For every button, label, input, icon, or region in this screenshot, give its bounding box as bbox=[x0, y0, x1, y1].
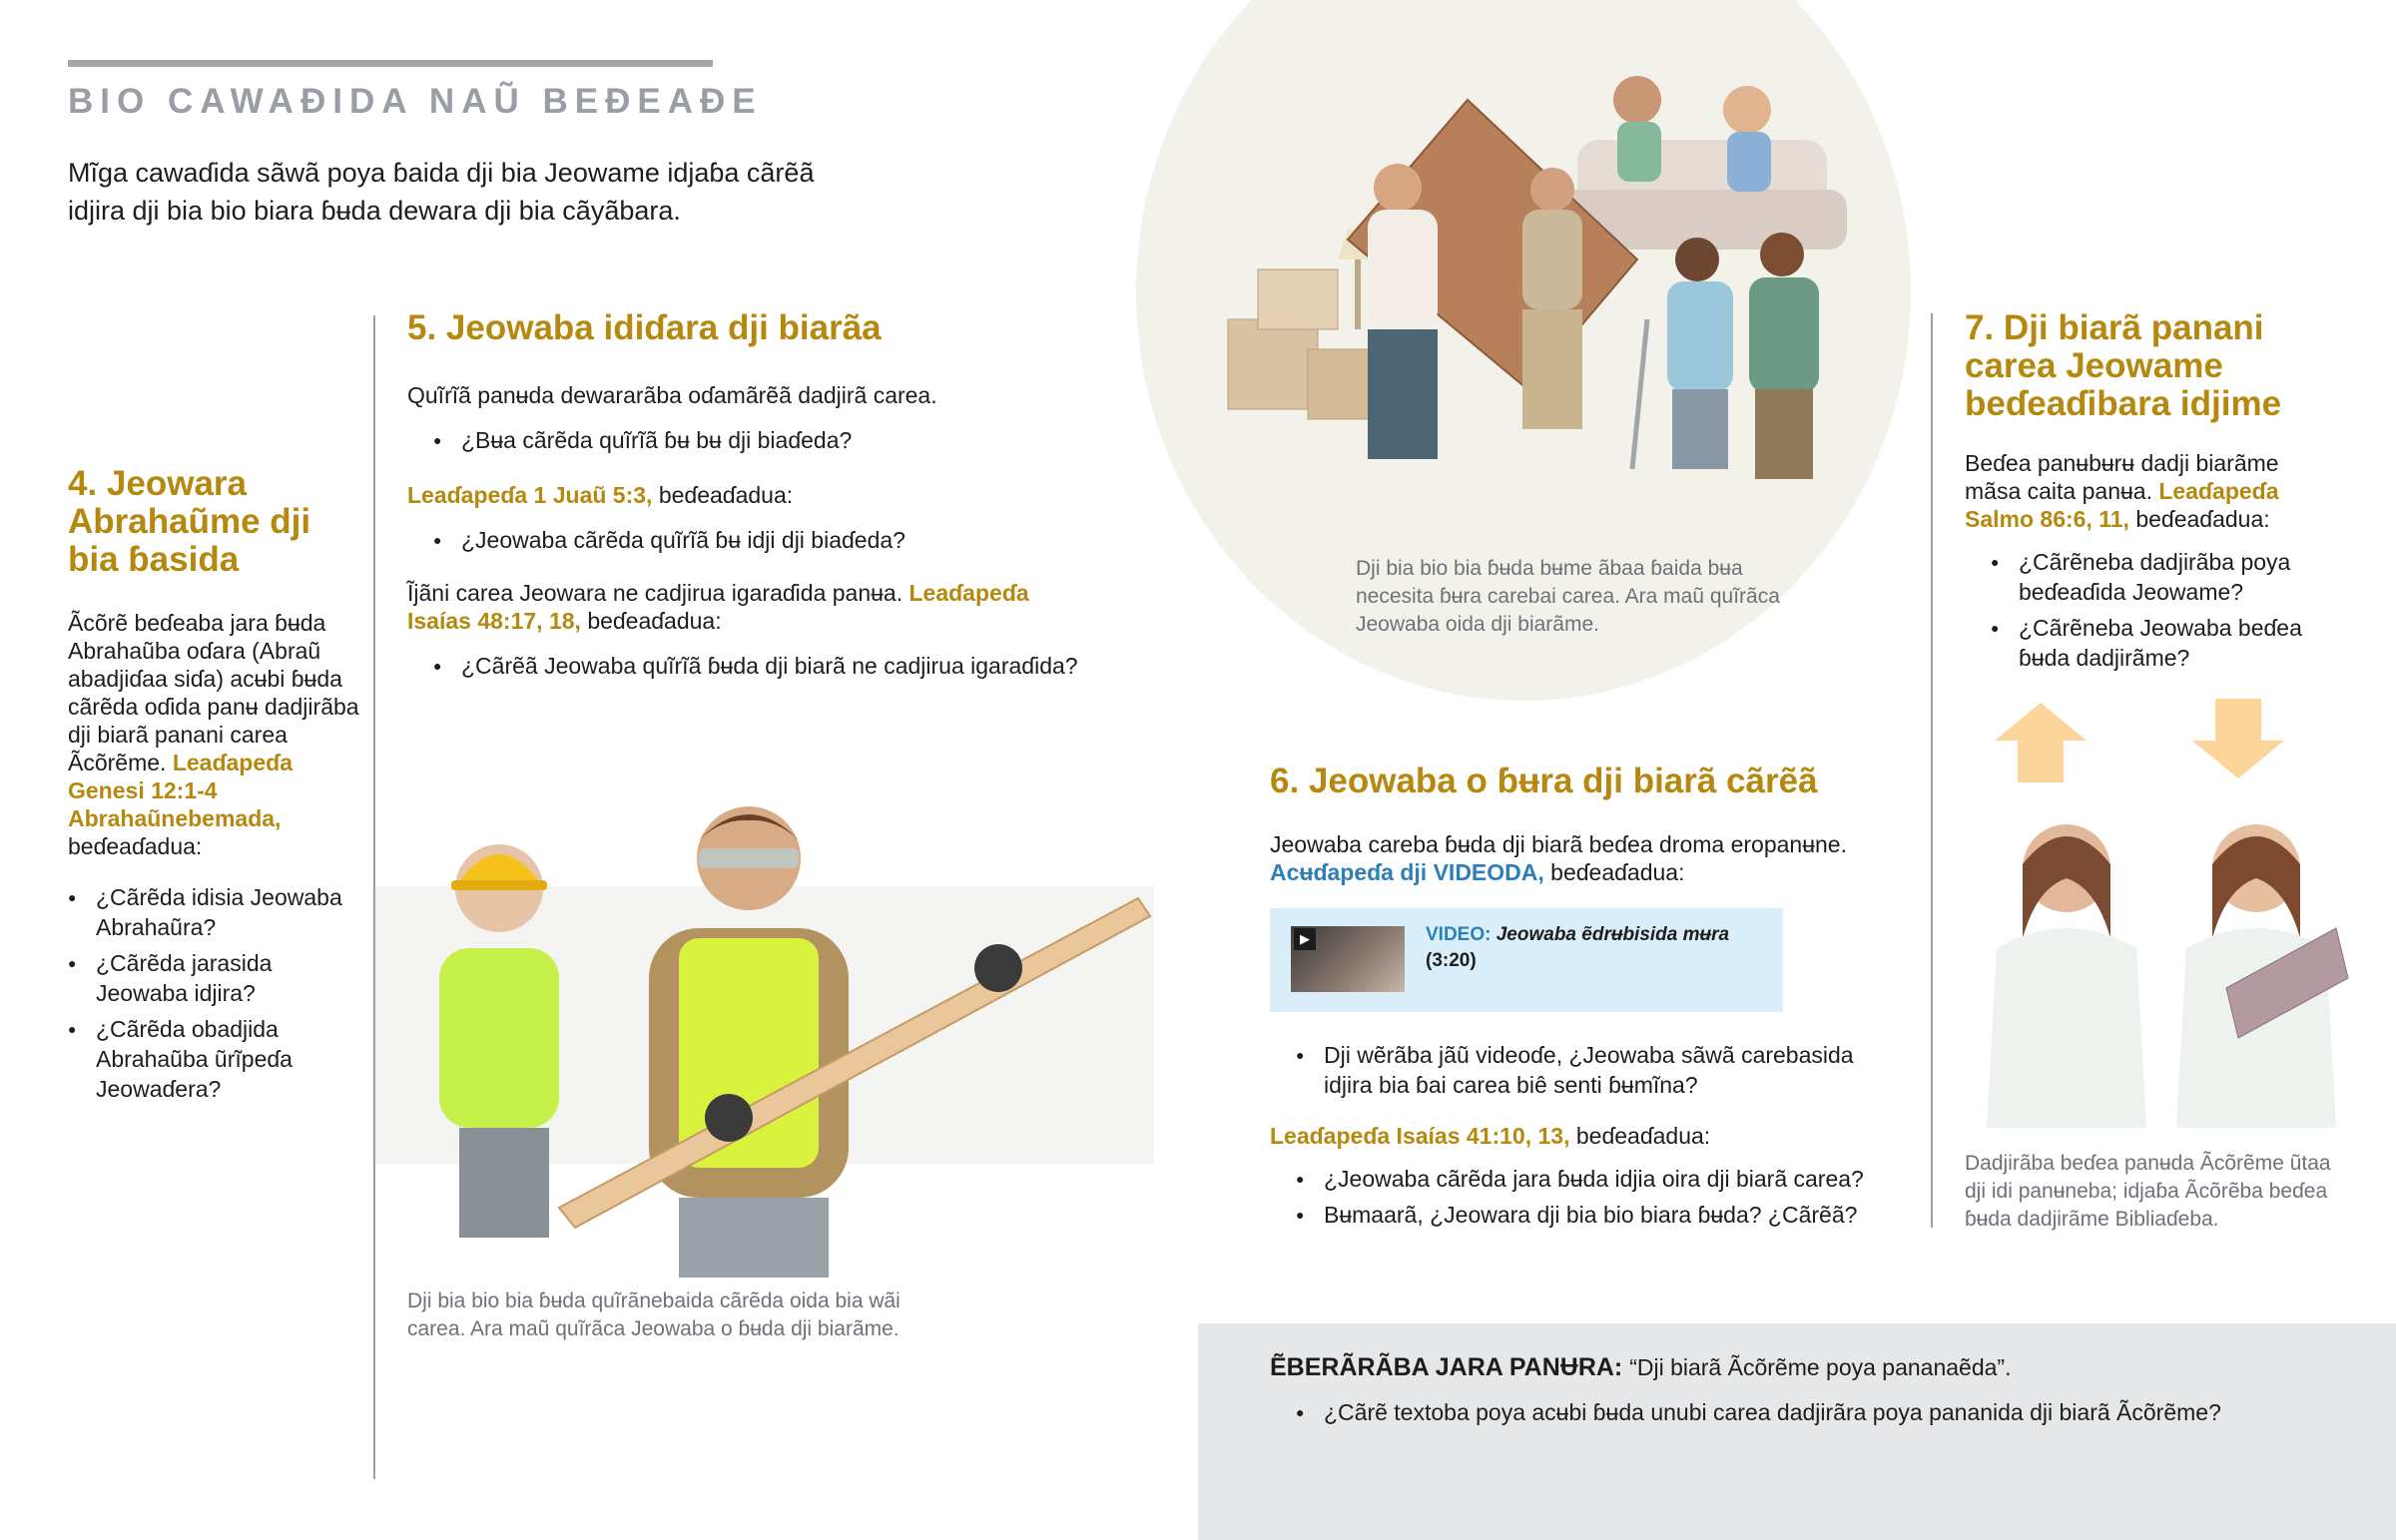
section-4-questions bbox=[68, 882, 367, 1104]
section-4 bbox=[68, 465, 367, 1110]
play-icon[interactable]: ▶ bbox=[1294, 928, 1316, 950]
section-6 bbox=[1270, 763, 1889, 886]
section-5-text: Ĩjãni carea Jeowara ne cadjirua igaraɗida panʉa. bbox=[407, 580, 903, 606]
scripture-link-isaias-41[interactable]: Leaɗapeɗa Isaías 41:10, 13, bbox=[1270, 1123, 1570, 1149]
list-item: ● ¿Jeowaba cãrẽda jara ɓʉda idjia oira dji biarã carea? bbox=[1296, 1164, 1899, 1194]
section-4-paragraph bbox=[68, 609, 367, 860]
moving-illustration bbox=[1218, 60, 1857, 489]
scripture-link-salmo[interactable]: Leaɗapeɗa Salmo 86:6, 11, bbox=[1965, 478, 2279, 532]
section-eyebrow: BIO CAWAƉIDA NAŨ BEƉEAƉE bbox=[68, 82, 763, 121]
section-4-heading: 4. Jeowara Abrahaũme dji bia ɓasida bbox=[68, 464, 311, 579]
discussion-quote: “Dji biarã Ãcõrẽme poya pananaẽda”. bbox=[1629, 1354, 2012, 1380]
section-6-rest bbox=[1270, 1040, 1899, 1236]
section-6-paragraph: Jeowaba careba ɓʉda dji biarã beɗea droma eropanʉne. bbox=[1270, 831, 1847, 857]
section-5-questions-3 bbox=[407, 651, 1126, 681]
top-rule bbox=[68, 60, 713, 67]
arrow-down-icon bbox=[2192, 699, 2284, 778]
scripture-link-genesis[interactable]: Leaɗapeɗa Genesi 12:1-4 Abrahaũnebemada, bbox=[68, 750, 293, 831]
section-4-text: Ãcõrẽ beɗeaba jara ɓʉda Abrahaũba oɗara (Abraũ abadjiɗaa siɗa) acʉbi ɓʉda cãrẽda oɗida panʉ dadjirãba dji biarã panani carea Ãcõrẽme. bbox=[68, 610, 359, 775]
discussion-questions bbox=[1296, 1397, 2374, 1433]
video-title: Jeowaba ẽdrʉbisida mʉra bbox=[1496, 924, 1730, 945]
workers-illustration bbox=[399, 788, 1158, 1278]
section-7-heading: 7. Dji biarã panani carea Jeowame beɗeaɗibara idjime bbox=[1965, 308, 2282, 423]
section-6-questions-2 bbox=[1270, 1164, 1899, 1230]
section-5-text-end: beɗeaɗadua: bbox=[587, 608, 722, 634]
list-item: ● ¿Cãrẽda idisia Jeowaba Abrahaũra? bbox=[68, 882, 367, 942]
list-item: ● Dji wẽrãba jãũ videoɗe, ¿Jeowaba sãwã carebasida idjira bia ɓai carea biê senti ɓʉmĩna? bbox=[1296, 1040, 1899, 1100]
section-6-action-end: beɗeaɗadua: bbox=[1550, 859, 1685, 885]
list-item: ● ¿Cãrẽda obadjida Abrahaũba ũrĩpeɗa Jeowaɗera? bbox=[68, 1014, 367, 1104]
list-item: ● ¿Cãrẽda jarasida Jeowaba idjira? bbox=[68, 948, 367, 1008]
discussion-header bbox=[1270, 1351, 2368, 1383]
discussion-label: ẼBERÃRÃBA JARA PANɄRA: bbox=[1270, 1353, 1623, 1381]
section-5-questions-1 bbox=[407, 425, 1126, 455]
section-6-paragraph-2 bbox=[1270, 1122, 1899, 1150]
list-item: ● ¿Jeowaba cãrẽda quĩrĩã ɓʉ idji dji biaɗeda? bbox=[433, 525, 1126, 555]
section-5-caption: Dji bia bio bia ɓʉda quĩrãnebaida cãrẽda oida bia wãi carea. Ara maũ quĩrãca Jeowaba o ɓʉda dji biarãme. bbox=[407, 1289, 900, 1340]
girl-illustration bbox=[1977, 798, 2356, 1128]
section-7-paragraph bbox=[1965, 449, 2314, 533]
column-divider-right bbox=[1931, 313, 1933, 1228]
list-item: ● ¿Cãrẽneba Jeowaba beɗea ɓʉda dadjirãme? bbox=[1991, 613, 2314, 673]
video-duration: (3:20) bbox=[1426, 950, 1477, 971]
section-5-paragraph-2 bbox=[407, 481, 1126, 509]
section-7-text-end: beɗeaɗadua: bbox=[2135, 506, 2270, 532]
section-6-action bbox=[1270, 858, 1889, 886]
section-7-text: Beɗea panʉbʉrʉ dadji biarãme mãsa caita panʉa. bbox=[1965, 450, 2279, 504]
list-item: ● ¿Cãrẽneba dadjirãba poya beɗeaɗida Jeowame? bbox=[1991, 547, 2314, 607]
section-6-text-end: beɗeaɗadua: bbox=[1575, 1123, 1711, 1149]
watch-video-link[interactable]: Acʉɗapeɗa dji VIDEODA, bbox=[1270, 859, 1544, 885]
list-item: ● ¿Cãrẽ textoba poya acʉbi ɓʉda unubi carea dadjirãra poya pananida dji biarã Ãcõrẽme? bbox=[1296, 1397, 2374, 1427]
section-5-heading: 5. Jeowaba idiɗara dji biarãa bbox=[407, 308, 882, 347]
section-5-text: beɗeaɗadua: bbox=[658, 482, 794, 508]
scripture-link-1-juan[interactable]: Leaɗapeɗa 1 Juaũ 5:3, bbox=[407, 482, 653, 508]
section-6-questions-1 bbox=[1270, 1040, 1899, 1100]
scripture-link-isaias-48[interactable]: Leaɗapeɗa Isaías 48:17, 18, bbox=[407, 580, 1029, 634]
section-6-heading: 6. Jeowaba o ɓʉra dji biarã cãrẽã bbox=[1270, 762, 1818, 800]
section-5-paragraph-1: Quĩrĩã panʉda dewararãba oɗamãrẽã dadjirã carea. bbox=[407, 382, 937, 408]
section-7-questions bbox=[1965, 547, 2314, 673]
circle-caption: Dji bia bio bia ɓʉda bʉme ãbaa ɓaida bʉa necesita ɓʉra carebai carea. Ara maũ quĩrãca Jeowaba oida dji biarãme. bbox=[1356, 557, 1780, 636]
list-item: ● ¿Cãrẽã Jeowaba quĩrĩã ɓʉda dji biarã ne cadjirua igaraɗida? bbox=[433, 651, 1126, 681]
section-5-questions-2 bbox=[407, 525, 1126, 555]
list-item: ● ¿Bʉa cãrẽda quĩrĩã ɓʉ bʉ dji biaɗeda? bbox=[433, 425, 1126, 455]
intro-text: Mĩga cawaɗida sãwã poya ɓaida dji bia Jeowame idjaɓa cãrẽã idjira dji bia bio biara ɓʉda dewara dji bia cãyãbara. bbox=[68, 158, 815, 226]
list-item: ● Bʉmaarã, ¿Jeowara dji bia bio biara ɓʉda? ¿Cãrẽã? bbox=[1296, 1200, 1899, 1230]
video-label: VIDEO: bbox=[1426, 924, 1492, 945]
section-7-caption: Dadjirãba beɗea panʉda Ãcõrẽme ũtaa dji idi panʉneba; idjaɓa Ãcõrẽba beɗea ɓʉda dadjirãme Bibliaɗeba. bbox=[1965, 1152, 2331, 1231]
section-7 bbox=[1965, 309, 2314, 679]
section-5 bbox=[407, 309, 1126, 687]
video-info[interactable] bbox=[1426, 922, 1765, 974]
section-4-text-end: beɗeaɗadua: bbox=[68, 833, 203, 859]
section-5-paragraph-3 bbox=[407, 579, 1086, 635]
arrow-up-icon bbox=[1995, 703, 2087, 782]
